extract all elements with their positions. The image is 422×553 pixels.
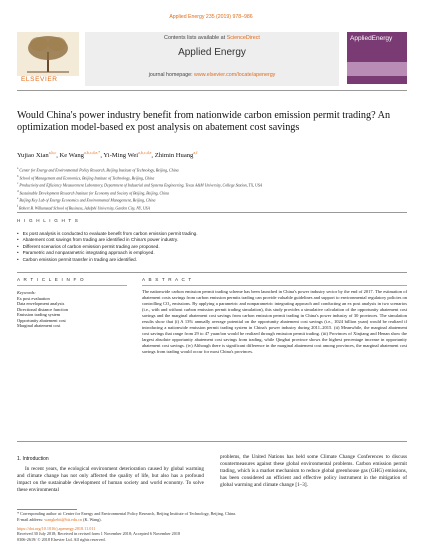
- doi-link[interactable]: https://doi.org/10.1016/j.apenergy.2018.11.011: [17, 525, 96, 531]
- introduction-left-column: In recent years, the ecological environment deterioration caused by global warming and climate change has not only affected the quality of life, but also has a profound impact on the sustainable development of human society and world economy. To solve these environmental: [17, 466, 204, 493]
- highlights-top-rule: [17, 212, 407, 213]
- contents-available-line: [85, 35, 339, 41]
- abstract-text: The nationwide carbon emission permit trading scheme has been launched in China's power industry sector by the end of 2017. The estimation of abatement costs savings from carbon emission permits trading can provide valuable guidelines and support to environmental regulatory policies on controlling CO₂ emissions. By applying a parametric and nonparametric integrating approach and conducting an ex post analysis in two scenarios (i.e., with and without carbon emission permit trading simulation), this study provides a simulative calculation of the opportunity abatement cost savings and the marginal abatement cost savings from carbon emission permit trading in China's power industry of 30 provinces. The simulation results show that (i) A 13% annually average potential on the opportunity abatement cost savings (i.e., 1024 billion yuan) would be realized if introducing a nationwide emission permit trading system in China's power industry during 2011–2015. (ii) Meanwhile, the marginal abatement cost savings that range from 29 to 47 yuan/ton would be realized through emission permit trading. (iii) Provinces of Xinjiang and Henan show the largest absolute opportunity abatement cost savings from trading, while Qinghai province shows the highest percentage increase in opportunity abatement cost savings. (iv) Although there is significant difference in the marginal abatement cost among provinces, the marginal abatement cost savings from trading would occur for most China's provinces.: [142, 289, 407, 354]
- affiliation-item: $^e$ Beijing Key Lab of Energy Economics and Environmental Management, Beijing, China: [17, 196, 156, 203]
- publisher-name: ELSEVIER: [21, 76, 58, 83]
- author-2[interactable]: Ke Wang$^{a,b,c,d,e,*}$,: [59, 150, 104, 160]
- article-info-top-rule: [17, 272, 407, 273]
- affiliations: [17, 166, 407, 211]
- footnote-rule: [17, 509, 77, 510]
- highlight-item: • Ex post analysis is conducted to evaluate benefit from carbon emission permit trading.: [17, 231, 407, 237]
- article-info-heading: A R T I C L E I N F O: [17, 277, 85, 282]
- body-top-rule: [17, 441, 407, 442]
- email-suffix: (K. Wang).: [82, 516, 102, 522]
- homepage-prefix: journal homepage:: [148, 72, 195, 78]
- journal-reference-link[interactable]: Applied Energy 235 (2019) 978–986: [169, 14, 253, 20]
- author-list: [17, 150, 407, 159]
- journal-title: Applied Energy: [178, 47, 246, 58]
- highlights-list: [17, 231, 407, 263]
- homepage-link[interactable]: www.elsevier.com/locate/apenergy: [194, 72, 276, 78]
- highlight-item: • Different scenarios of carbon emission permit trading are proposed.: [17, 244, 407, 250]
- paper-title: Would China's power industry benefit from nationwide carbon emission permit trading? An optimization model-based ex post analysis on abatement cost savings: [17, 110, 391, 134]
- highlight-item: • Carbon emission permit transfer in trading are identified.: [17, 257, 407, 263]
- cover-title: AppliedEnergy: [350, 35, 393, 42]
- affiliation-item: $^d$ Sustainable Development Research Institute for Economy and Society of Beijing, Beijing, China: [17, 188, 169, 195]
- keyword-item[interactable]: Marginal abatement cost: [17, 323, 61, 329]
- elsevier-tree-logo: [17, 32, 79, 78]
- introduction-right-column: problems, the United Nations has held some Climate Change Conferences to discuss countermeasures against these global environmental problems. Carbon emission permit trading, which is a market mechanism to reduce global greenhouse gas (GHG) emissions, has been considered an efficient and effective policy instrument in the mitigation of global warming and climate change [1–3].: [220, 454, 407, 488]
- journal-cover-image: [347, 32, 407, 84]
- highlight-item: • Abatement cost savings from trading are identified in China's power industry.: [17, 237, 407, 243]
- received-dates: Received 30 July 2018; Received in revised form 1 November 2018; Accepted 6 November 2018: [17, 531, 181, 537]
- author-4[interactable]: Zhimin Huang$^{a,f}$: [154, 150, 198, 160]
- email-link[interactable]: wangkebit@bit.edu.cn: [44, 516, 83, 522]
- email-label: E-mail address:: [17, 516, 45, 522]
- highlight-item: • Parametric and nonparametric integrating approach is employed.: [17, 250, 407, 256]
- affiliation-item: $^c$ Productivity and Efficiency Measurement Laboratory, Department of Industrial and Systems Engineering, Texas A&M University, College Station, TX, USA: [17, 181, 263, 188]
- affiliation-item: $^b$ School of Management and Economics, Beijing Institute of Technology, Beijing, China: [17, 173, 155, 180]
- keyword-item[interactable]: Opportunity abatement cost: [17, 317, 66, 323]
- journal-homepage-line: [85, 72, 339, 78]
- sciencedirect-link[interactable]: ScienceDirect: [226, 35, 260, 41]
- highlights-heading: H I G H L I G H T S: [17, 218, 80, 223]
- affiliation-item: $^a$ Center for Energy and Environmental Policy Research, Beijing Institute of Technology, Beijing, China: [17, 166, 179, 173]
- introduction-heading: 1. Introduction: [17, 456, 49, 462]
- footnotes: [17, 511, 407, 543]
- abstract-rule: [142, 285, 407, 286]
- keywords-label: Keywords:: [17, 290, 36, 295]
- corresponding-author-note: * Corresponding author at: Center for Energy and Environmental Policy Research, Beijing Institute of Technology, Beijing, China.: [17, 511, 237, 516]
- copyright-line: 0306-2619/ © 2018 Elsevier Ltd. All rights reserved.: [17, 537, 106, 543]
- author-1[interactable]: Yujiao Xian$^{a,b,c}$,: [17, 150, 60, 160]
- masthead-divider: [17, 90, 407, 91]
- journal-reference[interactable]: [0, 14, 422, 20]
- keyword-item[interactable]: Data envelopment analysis: [17, 301, 65, 307]
- keywords-list: [17, 296, 127, 328]
- cover-stripe: [347, 62, 407, 76]
- author-3[interactable]: Yi-Ming Wei$^{a,b,c,d,e}$,: [103, 150, 155, 160]
- article-info-rule: [17, 285, 127, 286]
- journal-masthead: [17, 32, 407, 86]
- journal-info-box: [85, 32, 339, 86]
- abstract-heading: A B S T R A C T: [142, 277, 193, 282]
- contents-prefix: Contents lists available at: [164, 35, 227, 41]
- keyword-item[interactable]: Ex post evaluation: [17, 296, 50, 301]
- keyword-item[interactable]: Emission trading system: [17, 312, 61, 318]
- keyword-item[interactable]: Directional distance function: [17, 306, 68, 312]
- affiliation-item: $^f$ Robert B. Willumstad School of Business, Adelphi University, Garden City, NY, USA: [17, 203, 150, 210]
